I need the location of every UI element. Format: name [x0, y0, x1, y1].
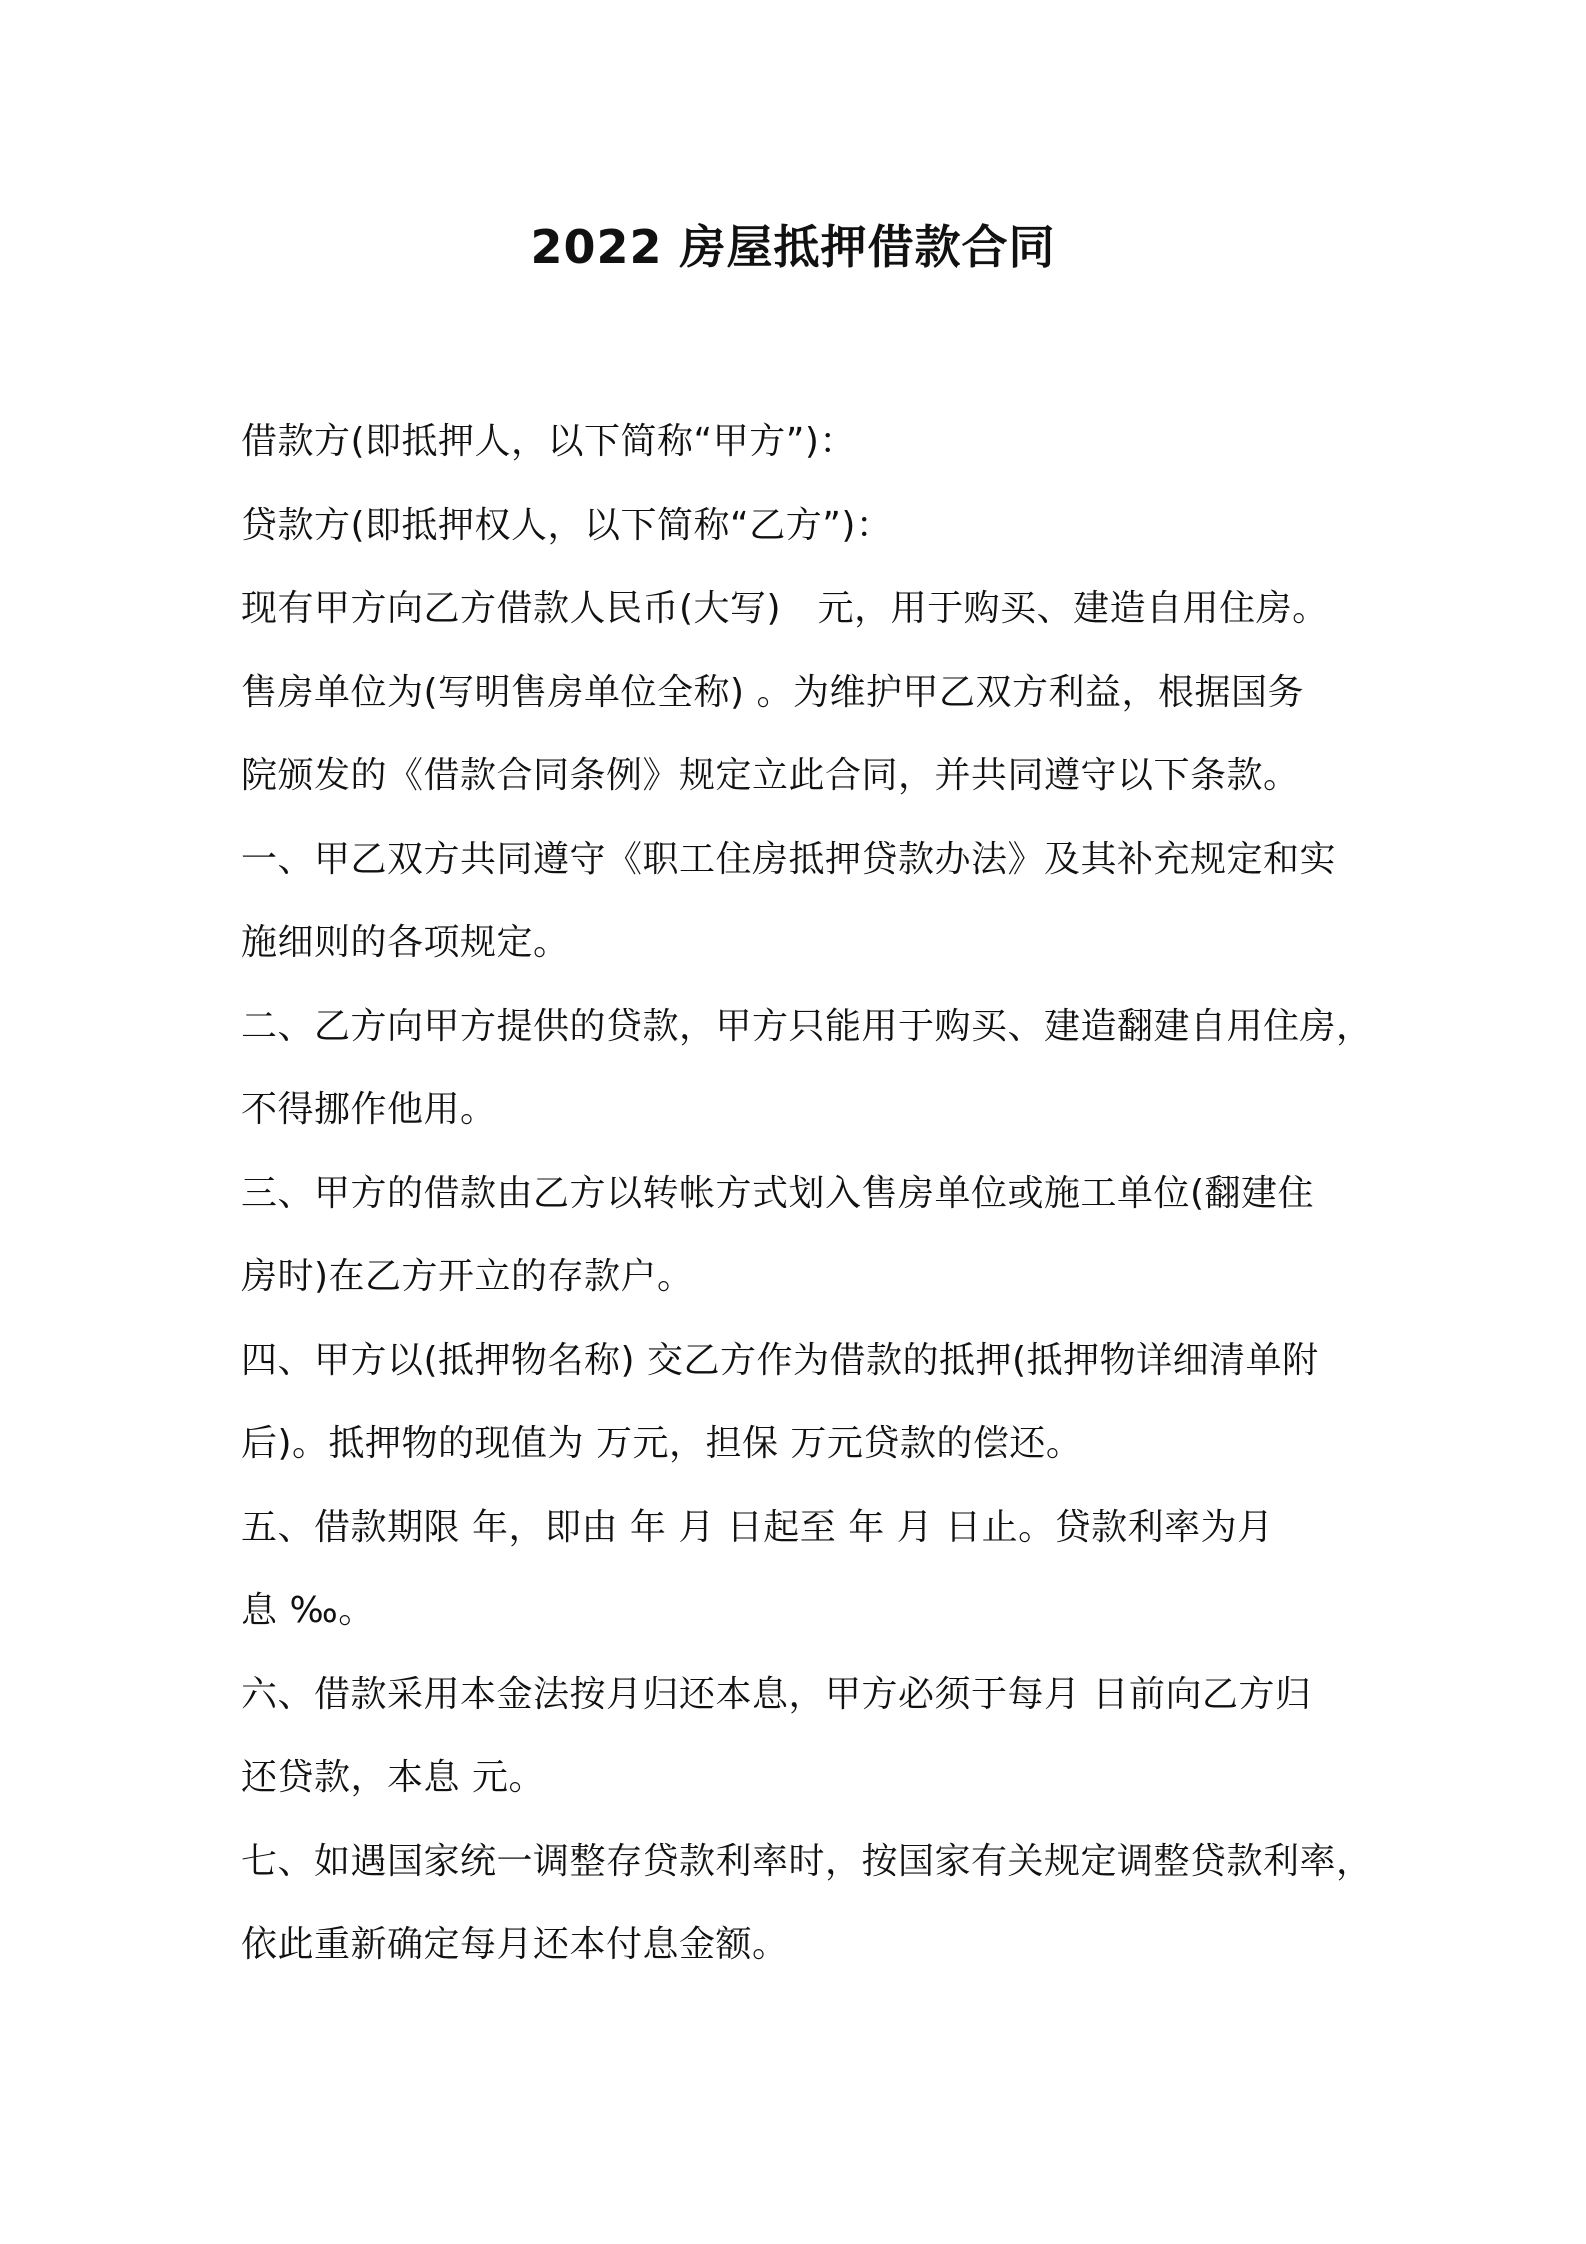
text-line: 二、乙方向甲方提供的贷款，甲方只能用于购买、建造翻建自用住房，	[241, 1005, 1373, 1047]
text-line: 一、甲乙双方共同遵守《职工住房抵押贷款办法》及其补充规定和实	[241, 838, 1337, 880]
text-line: 院颁发的《借款合同条例》规定立此合同，并共同遵守以下条款。	[241, 755, 1300, 796]
text-line: 五、借款期限 年，即由 年 月 日起至 年 月 日止。贷款利率为月	[241, 1506, 1274, 1548]
text-line: 不得挪作他用。	[241, 1089, 497, 1130]
text-line: 售房单位为(写明售房单位全称) 。为维护甲乙双方利益，根据国务	[241, 671, 1305, 713]
text-line: 施细则的各项规定。	[241, 922, 570, 963]
text-line: 息 ‰。	[241, 1590, 375, 1631]
text-line: 四、甲方以(抵押物名称) 交乙方作为借款的抵押(抵押物详细清单附	[241, 1339, 1319, 1381]
text-line: 依此重新确定每月还本付息金额。	[241, 1924, 789, 1965]
text-line: 贷款方(即抵押权人，以下简称“乙方”)：	[241, 504, 893, 546]
text-line: 还贷款，本息 元。	[241, 1757, 545, 1798]
document-body	[241, 400, 1373, 1987]
text-line: 房时)在乙方开立的存款户。	[241, 1256, 694, 1297]
text-line: 六、借款采用本金法按月归还本息，甲方必须于每月 日前向乙方归	[241, 1673, 1312, 1715]
text-line: 三、甲方的借款由乙方以转帐方式划入售房单位或施工单位(翻建住	[241, 1172, 1315, 1214]
text-line: 七、如遇国家统一调整存贷款利率时，按国家有关规定调整贷款利率，	[241, 1840, 1373, 1882]
document-title: 2022 房屋抵押借款合同	[530, 220, 1056, 274]
text-line: 借款方(即抵押人，以下简称“甲方”)：	[241, 421, 856, 462]
text-line: 现有甲方向乙方借款人民币(大写) 元，用于购买、建造自用住房。	[241, 588, 1329, 629]
text-line: 后)。抵押物的现值为 万元，担保 万元贷款的偿还。	[241, 1423, 1083, 1464]
